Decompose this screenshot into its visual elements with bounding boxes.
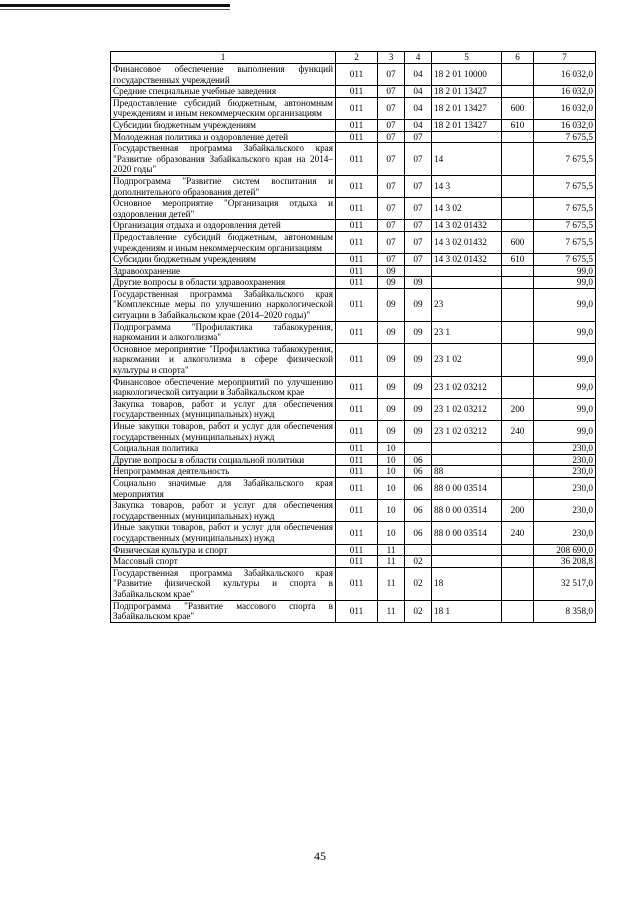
- row-name: Социально значимые для Забайкальского края мероприятия: [111, 477, 336, 499]
- row-amount: 16 032,0: [534, 97, 596, 119]
- row-expense-type: [502, 265, 534, 277]
- row-subsection: 09: [405, 421, 432, 443]
- row-admin-code: 011: [336, 175, 378, 197]
- row-admin-code: 011: [336, 567, 378, 600]
- row-name: Субсидии бюджетным учреждениям: [111, 119, 336, 131]
- row-expense-type: [502, 143, 534, 176]
- row-section: 11: [378, 556, 405, 568]
- row-subsection: 07: [405, 220, 432, 232]
- row-target-article: 23 1 02 03212: [432, 376, 502, 398]
- row-name: Здравоохранение: [111, 265, 336, 277]
- row-subsection: 04: [405, 86, 432, 98]
- row-expense-type: [502, 277, 534, 289]
- row-expense-type: 200: [502, 398, 534, 420]
- row-subsection: 02: [405, 567, 432, 600]
- table-row: [111, 220, 596, 232]
- row-subsection: 07: [405, 231, 432, 253]
- table-row: [111, 443, 596, 455]
- row-subsection: 09: [405, 277, 432, 289]
- row-subsection: 04: [405, 119, 432, 131]
- row-name: Предоставление субсидий бюджетным, автономным учреждениям и иным некоммерческим организациям: [111, 231, 336, 253]
- row-section: 07: [378, 220, 405, 232]
- row-target-article: 18: [432, 567, 502, 600]
- top-decorative-rule: [0, 4, 230, 7]
- row-name: Подпрограмма "Развитие систем воспитания и дополнительного образования детей": [111, 175, 336, 197]
- row-admin-code: 011: [336, 500, 378, 522]
- row-expense-type: 200: [502, 500, 534, 522]
- row-target-article: 14: [432, 143, 502, 176]
- row-expense-type: [502, 600, 534, 622]
- row-target-article: 18 1: [432, 600, 502, 622]
- budget-table: [110, 51, 596, 623]
- row-amount: 16 032,0: [534, 119, 596, 131]
- row-subsection: 06: [405, 466, 432, 478]
- table-row: [111, 198, 596, 220]
- row-target-article: 18 2 01 13427: [432, 97, 502, 119]
- row-amount: 7 675,5: [534, 254, 596, 266]
- row-subsection: [405, 265, 432, 277]
- table-row: [111, 398, 596, 420]
- table-row: [111, 277, 596, 289]
- row-name: Организация отдыха и оздоровления детей: [111, 220, 336, 232]
- row-name: Основное мероприятие "Профилактика табакокурения, наркомании и алкоголизма в сфере физической культуры и спорта": [111, 343, 336, 376]
- row-admin-code: 011: [336, 143, 378, 176]
- row-subsection: 02: [405, 600, 432, 622]
- row-target-article: 14 3 02 01432: [432, 254, 502, 266]
- row-admin-code: 011: [336, 376, 378, 398]
- row-amount: 8 358,0: [534, 600, 596, 622]
- row-amount: 230,0: [534, 443, 596, 455]
- row-name: Подпрограмма "Профилактика табакокурения, наркомании и алкоголизма": [111, 321, 336, 343]
- row-section: 10: [378, 477, 405, 499]
- row-expense-type: 240: [502, 421, 534, 443]
- row-subsection: 07: [405, 198, 432, 220]
- row-expense-type: 600: [502, 97, 534, 119]
- row-expense-type: [502, 454, 534, 466]
- row-name: Финансовое обеспечение выполнения функций государственных учреждений: [111, 64, 336, 86]
- row-section: 07: [378, 119, 405, 131]
- row-section: 10: [378, 466, 405, 478]
- row-amount: 7 675,5: [534, 220, 596, 232]
- row-admin-code: 011: [336, 231, 378, 253]
- row-section: 09: [378, 321, 405, 343]
- row-expense-type: [502, 131, 534, 143]
- row-target-article: 18 2 01 13427: [432, 86, 502, 98]
- header-cell-6: 6: [502, 52, 534, 64]
- row-admin-code: 011: [336, 288, 378, 321]
- row-target-article: 88 0 00 03514: [432, 522, 502, 544]
- row-target-article: 18 2 01 10000: [432, 64, 502, 86]
- row-amount: 32 517,0: [534, 567, 596, 600]
- row-admin-code: 011: [336, 131, 378, 143]
- row-target-article: [432, 277, 502, 289]
- row-expense-type: [502, 86, 534, 98]
- row-target-article: [432, 544, 502, 556]
- row-section: 07: [378, 254, 405, 266]
- row-admin-code: 011: [336, 443, 378, 455]
- table-row: [111, 522, 596, 544]
- row-expense-type: [502, 343, 534, 376]
- row-amount: 99,0: [534, 277, 596, 289]
- row-expense-type: [502, 376, 534, 398]
- row-section: 10: [378, 522, 405, 544]
- table-row: [111, 64, 596, 86]
- row-name: Государственная программа Забайкальского края "Комплексные меры по улучшению наркологической ситуации в Забайкальском крае (2014–2020 годы)": [111, 288, 336, 321]
- row-target-article: 88: [432, 466, 502, 478]
- row-expense-type: [502, 175, 534, 197]
- row-target-article: [432, 131, 502, 143]
- row-name: Закупка товаров, работ и услуг для обеспечения государственных (муниципальных) нужд: [111, 500, 336, 522]
- row-admin-code: 011: [336, 477, 378, 499]
- row-section: 09: [378, 343, 405, 376]
- row-amount: 99,0: [534, 376, 596, 398]
- row-target-article: 23: [432, 288, 502, 321]
- top-decorative-rule-thin: [0, 9, 230, 10]
- row-subsection: 06: [405, 522, 432, 544]
- row-section: 09: [378, 288, 405, 321]
- header-cell-4: 4: [405, 52, 432, 64]
- row-amount: 7 675,5: [534, 231, 596, 253]
- row-subsection: 09: [405, 343, 432, 376]
- table-row: [111, 288, 596, 321]
- row-expense-type: [502, 544, 534, 556]
- header-cell-3: 3: [378, 52, 405, 64]
- row-section: 07: [378, 97, 405, 119]
- row-admin-code: 011: [336, 398, 378, 420]
- row-expense-type: [502, 466, 534, 478]
- row-admin-code: 011: [336, 544, 378, 556]
- row-section: 07: [378, 231, 405, 253]
- row-name: Средние специальные учебные заведения: [111, 86, 336, 98]
- row-section: 07: [378, 175, 405, 197]
- row-admin-code: 011: [336, 64, 378, 86]
- table-header-row: [111, 52, 596, 64]
- row-section: 09: [378, 398, 405, 420]
- row-amount: 99,0: [534, 421, 596, 443]
- row-amount: 99,0: [534, 343, 596, 376]
- row-name: Субсидии бюджетным учреждениям: [111, 254, 336, 266]
- row-target-article: 23 1 02 03212: [432, 421, 502, 443]
- table-row: [111, 321, 596, 343]
- row-amount: 7 675,5: [534, 198, 596, 220]
- row-expense-type: [502, 198, 534, 220]
- row-admin-code: 011: [336, 277, 378, 289]
- row-name: Государственная программа Забайкальского края "Развитие образования Забайкальского края на 2014–2020 годы": [111, 143, 336, 176]
- row-name: Другие вопросы в области здравоохранения: [111, 277, 336, 289]
- row-subsection: [405, 443, 432, 455]
- row-section: 10: [378, 500, 405, 522]
- row-expense-type: [502, 321, 534, 343]
- page-number: 45: [314, 849, 326, 863]
- table-body: [111, 64, 596, 623]
- row-amount: 7 675,5: [534, 131, 596, 143]
- row-amount: 99,0: [534, 321, 596, 343]
- row-subsection: 09: [405, 288, 432, 321]
- table-row: [111, 454, 596, 466]
- table-row: [111, 466, 596, 478]
- row-section: 10: [378, 443, 405, 455]
- row-target-article: 23 1 02: [432, 343, 502, 376]
- row-amount: 7 675,5: [534, 175, 596, 197]
- row-name: Другие вопросы в области социальной политики: [111, 454, 336, 466]
- row-expense-type: 610: [502, 119, 534, 131]
- row-admin-code: 011: [336, 556, 378, 568]
- row-name: Финансовое обеспечение мероприятий по улучшению наркологической ситуации в Забайкальском крае: [111, 376, 336, 398]
- row-amount: 230,0: [534, 477, 596, 499]
- row-amount: 99,0: [534, 398, 596, 420]
- table-row: [111, 175, 596, 197]
- row-subsection: 04: [405, 97, 432, 119]
- row-name: Подпрограмма "Развитие массового спорта в Забайкальском крае": [111, 600, 336, 622]
- row-name: Предоставление субсидий бюджетным, автономным учреждениям и иным некоммерческим организациям: [111, 97, 336, 119]
- row-section: 09: [378, 277, 405, 289]
- row-target-article: 23 1: [432, 321, 502, 343]
- header-cell-2: 2: [336, 52, 378, 64]
- row-subsection: 04: [405, 64, 432, 86]
- row-subsection: 09: [405, 321, 432, 343]
- header-cell-5: 5: [432, 52, 502, 64]
- row-admin-code: 011: [336, 254, 378, 266]
- table-row: [111, 231, 596, 253]
- table-row: [111, 500, 596, 522]
- row-expense-type: [502, 477, 534, 499]
- row-admin-code: 011: [336, 265, 378, 277]
- table-row: [111, 544, 596, 556]
- row-expense-type: [502, 567, 534, 600]
- row-name: Иные закупки товаров, работ и услуг для обеспечения государственных (муниципальных) нужд: [111, 421, 336, 443]
- row-subsection: 06: [405, 454, 432, 466]
- row-admin-code: 011: [336, 343, 378, 376]
- row-section: 09: [378, 376, 405, 398]
- row-target-article: [432, 454, 502, 466]
- row-target-article: 18 2 01 13427: [432, 119, 502, 131]
- table-row: [111, 143, 596, 176]
- row-expense-type: [502, 288, 534, 321]
- row-admin-code: 011: [336, 119, 378, 131]
- row-name: Массовый спорт: [111, 556, 336, 568]
- row-subsection: 06: [405, 477, 432, 499]
- table-row: [111, 376, 596, 398]
- row-amount: 208 690,0: [534, 544, 596, 556]
- row-subsection: 02: [405, 556, 432, 568]
- row-target-article: 14 3: [432, 175, 502, 197]
- header-cell-7: 7: [534, 52, 596, 64]
- row-section: 07: [378, 131, 405, 143]
- row-amount: 99,0: [534, 265, 596, 277]
- row-section: 11: [378, 544, 405, 556]
- row-target-article: 14 3 02 01432: [432, 231, 502, 253]
- row-amount: 230,0: [534, 500, 596, 522]
- row-name: Основное мероприятие "Организация отдыха и оздоровления детей": [111, 198, 336, 220]
- row-admin-code: 011: [336, 454, 378, 466]
- row-amount: 99,0: [534, 288, 596, 321]
- row-admin-code: 011: [336, 321, 378, 343]
- row-name: Государственная программа Забайкальского края "Развитие физической культуры и спорта в Забайкальском крае": [111, 567, 336, 600]
- row-section: 11: [378, 600, 405, 622]
- row-amount: 16 032,0: [534, 86, 596, 98]
- row-subsection: 06: [405, 500, 432, 522]
- row-subsection: 09: [405, 376, 432, 398]
- row-name: Закупка товаров, работ и услуг для обеспечения государственных (муниципальных) нужд: [111, 398, 336, 420]
- table-row: [111, 97, 596, 119]
- row-target-article: 14 3 02: [432, 198, 502, 220]
- row-subsection: 07: [405, 131, 432, 143]
- row-name: Физическая культура и спорт: [111, 544, 336, 556]
- row-target-article: 88 0 00 03514: [432, 500, 502, 522]
- table-row: [111, 131, 596, 143]
- row-target-article: 14 3 02 01432: [432, 220, 502, 232]
- row-section: 11: [378, 567, 405, 600]
- row-expense-type: [502, 556, 534, 568]
- table-row: [111, 567, 596, 600]
- table-row: [111, 119, 596, 131]
- row-name: Молодежная политика и оздоровление детей: [111, 131, 336, 143]
- table-row: [111, 556, 596, 568]
- row-name: Социальная политика: [111, 443, 336, 455]
- row-amount: 230,0: [534, 522, 596, 544]
- row-expense-type: 600: [502, 231, 534, 253]
- row-expense-type: [502, 220, 534, 232]
- row-section: 07: [378, 86, 405, 98]
- row-section: 10: [378, 454, 405, 466]
- table-row: [111, 477, 596, 499]
- table-row: [111, 421, 596, 443]
- row-name: Непрограммная деятельность: [111, 466, 336, 478]
- header-cell-1: 1: [111, 52, 336, 64]
- table-row: [111, 254, 596, 266]
- table-row: [111, 265, 596, 277]
- row-amount: 16 032,0: [534, 64, 596, 86]
- row-section: 07: [378, 143, 405, 176]
- row-amount: 7 675,5: [534, 143, 596, 176]
- table-row: [111, 86, 596, 98]
- row-subsection: 07: [405, 175, 432, 197]
- row-admin-code: 011: [336, 97, 378, 119]
- row-amount: 230,0: [534, 454, 596, 466]
- row-section: 09: [378, 421, 405, 443]
- row-section: 09: [378, 265, 405, 277]
- row-admin-code: 011: [336, 220, 378, 232]
- row-subsection: [405, 544, 432, 556]
- row-expense-type: [502, 64, 534, 86]
- row-target-article: [432, 443, 502, 455]
- row-name: Иные закупки товаров, работ и услуг для обеспечения государственных (муниципальных) нужд: [111, 522, 336, 544]
- row-subsection: 09: [405, 398, 432, 420]
- table-row: [111, 600, 596, 622]
- row-target-article: [432, 556, 502, 568]
- row-amount: 230,0: [534, 466, 596, 478]
- row-subsection: 07: [405, 143, 432, 176]
- row-admin-code: 011: [336, 600, 378, 622]
- table-row: [111, 343, 596, 376]
- row-admin-code: 011: [336, 522, 378, 544]
- row-expense-type: 240: [502, 522, 534, 544]
- row-admin-code: 011: [336, 198, 378, 220]
- row-admin-code: 011: [336, 86, 378, 98]
- row-admin-code: 011: [336, 421, 378, 443]
- row-section: 07: [378, 64, 405, 86]
- row-section: 07: [378, 198, 405, 220]
- row-target-article: [432, 265, 502, 277]
- row-expense-type: 610: [502, 254, 534, 266]
- row-subsection: 07: [405, 254, 432, 266]
- row-target-article: 88 0 00 03514: [432, 477, 502, 499]
- row-admin-code: 011: [336, 466, 378, 478]
- row-expense-type: [502, 443, 534, 455]
- row-target-article: 23 1 02 03212: [432, 398, 502, 420]
- row-amount: 36 208,8: [534, 556, 596, 568]
